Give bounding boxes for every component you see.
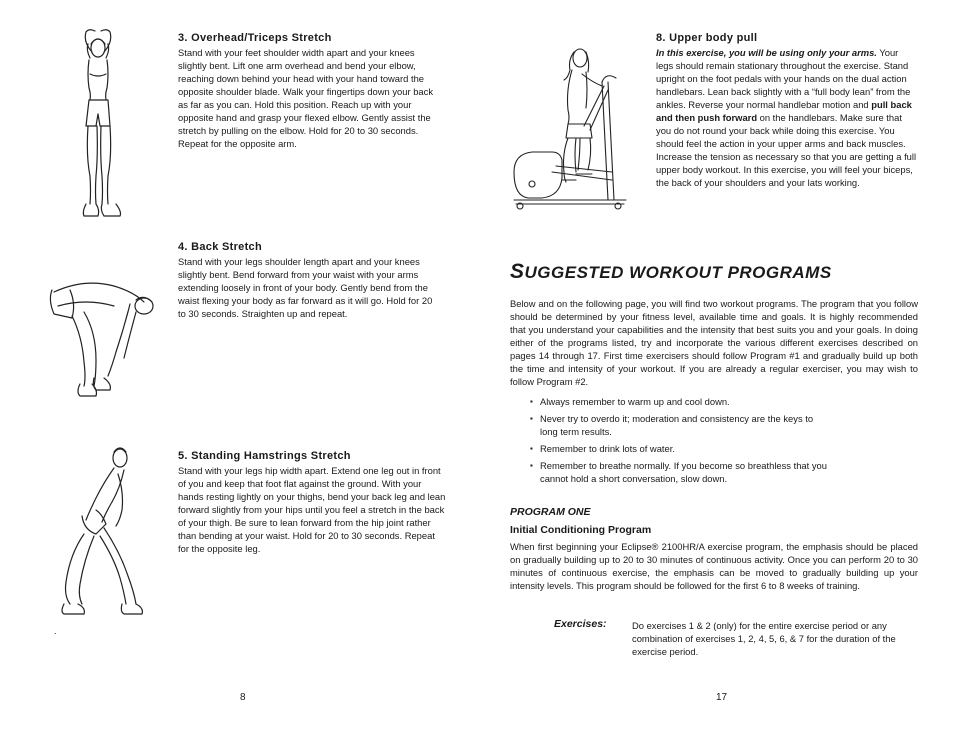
triceps-stretch-illustration	[72, 28, 128, 223]
section-upper-body-pull	[656, 32, 918, 189]
page-number-right: 17	[716, 692, 728, 703]
section-back-stretch	[178, 241, 440, 320]
heading-cap: S	[510, 260, 525, 283]
list-item: ▪ Remember to breathe normally. If you become so breathless that you cannot hold a short conversation, slow down.	[530, 459, 830, 485]
section-overhead-triceps	[178, 32, 440, 150]
section-title: 8. Upper body pull	[656, 32, 758, 44]
program-one-body: When first beginning your Eclipse® 2100HR/A exercise program, the emphasis should be placed on gradually building up to 20 to 30 minutes of continuous activity. Once you can perform 20 to 30 minutes of continuous exercise, the emphasis can be moved to gradually building up your intensity levels. This program should be followed for the first 6 to 8 weeks of training.	[510, 541, 918, 591]
exercises-text: Do exercises 1 & 2 (only) for the entire exercise period or any combination of exercises 1, 2, 4, 5, 6, & 7 for the duration of the exercise period.	[632, 620, 896, 657]
page-number-left: 8	[240, 692, 246, 703]
section-heading	[510, 260, 832, 284]
bold-instruction: pull back and then push forward	[656, 99, 912, 123]
intro-paragraph: Below and on the following page, you will find two workout programs. The program that you follow should be determined by your fitness level, available time and goals. It is highly recommended that you understand your capabilities and the intensity that best suits you and your goals. In doing either of the programs listed, try and incorporate the various different exercises described on pages 14 through 17. First time exercisers should follow Program #1 and gradually build up both the time and intensity of your workout. If you are already a regular exerciser, you may wish to follow Program #2.	[510, 298, 918, 387]
section-body: Stand with your legs hip width apart. Extend one leg out in front of you and keep that foot flat against the ground. With your hands resting lightly on your thighs, bend your back leg and lean forward slightly from your hips until you feel a stretch in the back of your thigh. Be sure to lean forward from the hip joint rather than bending at your waist. Hold for 20 to 30 seconds. Repeat for the opposite leg.	[178, 465, 446, 554]
body-text-2: on the handlebars. Make sure that you do not round your back while doing this exercise. You should feel the action in your upper arms and back muscles. Increase the tension as necessary so that you are getting a full upper body workout. In this exercise, you will feel your biceps, the back of your shoulders and your lats working.	[656, 112, 917, 188]
list-item: ▪ Remember to drink lots of water.	[530, 442, 830, 455]
section-title: 5. Standing Hamstrings Stretch	[178, 450, 351, 462]
stray-mark: .	[54, 626, 57, 636]
hamstring-stretch-illustration	[56, 444, 146, 622]
section-title: 4. Back Stretch	[178, 241, 262, 253]
section-title: 3. Overhead/Triceps Stretch	[178, 32, 332, 44]
section-body	[656, 46, 918, 189]
section-hamstrings-stretch	[178, 450, 448, 555]
exercises-label: Exercises:	[554, 618, 607, 630]
list-item: ▪ Never try to overdo it; moderation and consistency are the keys to long term results.	[530, 412, 830, 438]
heading-rest-1: UGGESTED	[524, 263, 630, 282]
body-text-1: Your legs should remain stationary throughout the exercise. Stand upright on the foot pedals with your hands on the dual action handlebars. Lean back slightly with a “full body lean” from the ankles. Reverse your normal handlebar motion and	[656, 47, 911, 110]
elliptical-upper-body-illustration	[508, 42, 638, 212]
program-one-subtitle: Initial Conditioning Program	[510, 524, 652, 536]
heading-rest-2: WORKOUT PROGRAMS	[629, 263, 832, 282]
tips-list	[530, 395, 830, 489]
lead-text: In this exercise, you will be using only your arms.	[656, 47, 877, 58]
back-stretch-illustration	[44, 278, 162, 404]
section-body: Stand with your legs shoulder length apart and your knees slightly bent. Bend forward from your waist with your arms extending loosely in front of your body. Gently bend from the waist flexing your body as far forward as it will go. Hold for 20 to 30 seconds. Straighten up and repeat.	[178, 256, 433, 319]
list-item: ▪ Always remember to warm up and cool down.	[530, 395, 830, 408]
program-one-label: PROGRAM ONE	[510, 506, 591, 518]
section-body: Stand with your feet shoulder width apart and your knees slightly bent. Lift one arm overhead and bend your elbow, reaching down behind your head with your hand toward the opposite shoulder blade. Walk your fingertips down your back as far as you can. Hold this position. Reach up with your opposite hand and grasp your flexed elbow. Gently assist the stretch by pulling on the elbow. Hold for 20 to 30 seconds. Repeat for the opposite arm.	[178, 47, 434, 149]
